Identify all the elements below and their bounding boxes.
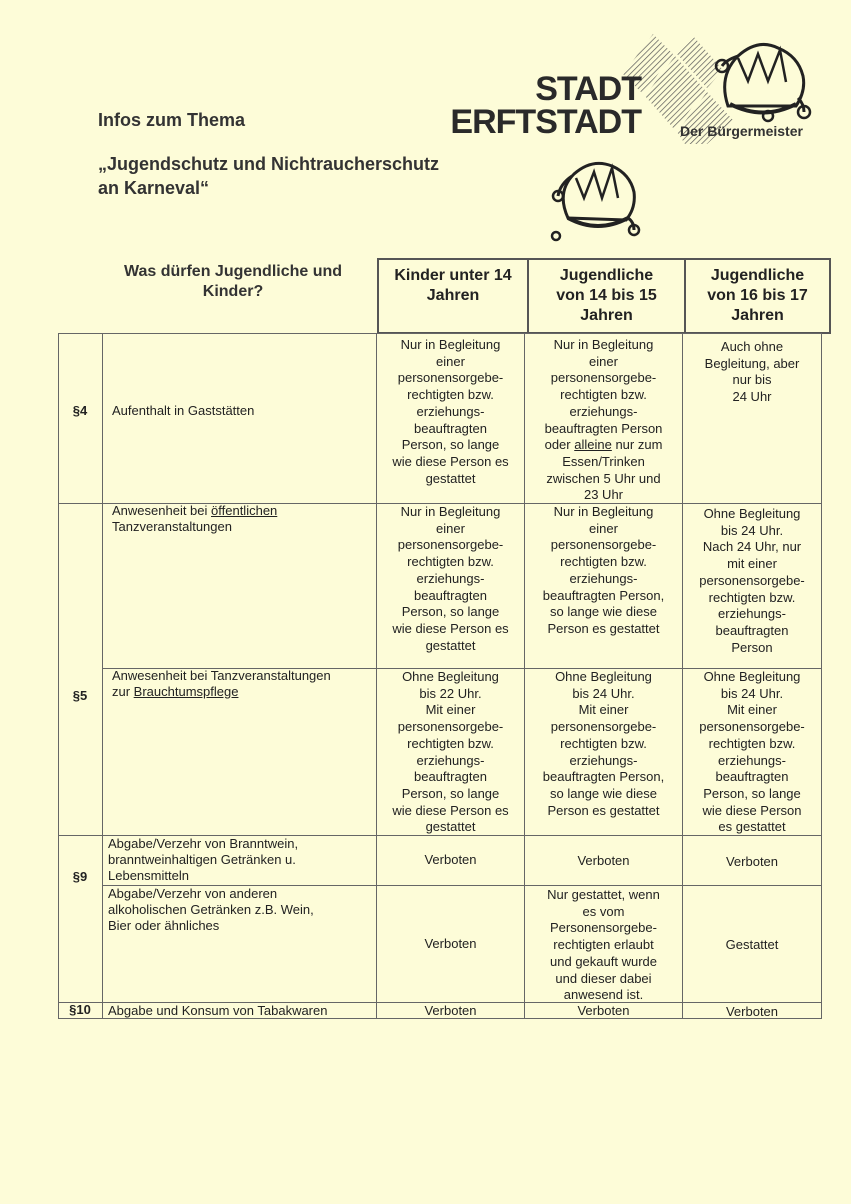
paragraph-10: §10: [69, 1002, 91, 1017]
rules-table: [58, 333, 822, 1019]
cell-r2-c1: Nur in Begleitung einer personensorgebe- rechtigten bzw. erziehungs- beauftragten Person, so lange wie diese Person es gestattet: [392, 504, 509, 653]
cell-r1-c1: Nur in Begleitung einer personensorgebe- rechtigten bzw. erziehungs- beauftragten Person, so lange wie diese Person es gestattet: [392, 337, 509, 486]
question-label: Was dürfen Jugendliche und Kinder?: [123, 263, 343, 300]
cell-r6-c3: Verboten: [725, 1004, 779, 1019]
cell-r4-c2: Verboten: [577, 853, 630, 868]
topic-title: „Jugendschutz und Nichtraucherschutz an Karneval“: [98, 154, 440, 198]
jester-cap-icon: [708, 36, 813, 126]
cell-r3-c1: Ohne Begleitung bis 22 Uhr. Mit einer personensorgebe- rechtigten bzw. erziehungs- beauftragten Person, so lange wie diese Person es gestattet: [392, 669, 509, 835]
cell-r5-c1: Verboten: [424, 936, 477, 951]
cell-r2-c3: Ohne Begleitung bis 24 Uhr. Nach 24 Uhr, nur mit einer personensorgebe- rechtigten bzw. erziehungs- beauftragten Person: [699, 506, 805, 655]
info-label: Infos zum Thema: [98, 110, 246, 130]
row-desc-branntwein: Abgabe/Verzehr von Branntwein, branntweinhaltigen Getränken u. Lebensmitteln: [108, 836, 299, 883]
office-label: Der Bürgermeister: [680, 123, 803, 139]
cell-r1-c2: Nur in Begleitung einer personensorgebe- rechtigten bzw. erziehungs- beauftragten Person oder alleine nur zum Essen/Trinken zwischen 5 Uhr und 23 Uhr: [544, 337, 663, 503]
cell-r6-c2: Verboten: [577, 1003, 630, 1018]
column-header-16-17: Jugendliche von 16 bis 17 Jahren: [684, 260, 829, 332]
column-header-under-14: Kinder unter 14 Jahren: [394, 267, 512, 304]
column-header-14-15: Jugendliche von 14 bis 15 Jahren: [527, 260, 684, 332]
cell-r2-c2: Nur in Begleitung einer personensorgebe- rechtigten bzw. erziehungs- beauftragten Person, so lange wie diese Person es gestattet: [542, 504, 665, 636]
logo-line-1: STADT: [535, 70, 641, 108]
cell-r3-c3: Ohne Begleitung bis 24 Uhr. Mit einer personensorgebe- rechtigten bzw. erziehungs- beauftragten Person, so lange wie diese Person es gestattet: [699, 669, 805, 835]
logo-line-2: ERFTSTADT: [450, 103, 641, 141]
cell-r4-c3: Verboten: [725, 854, 779, 869]
cell-r5-c3: Gestattet: [725, 937, 779, 952]
cell-r5-c2: Nur gestattet, wenn es vom Personensorgebe- rechtigten erlaubt und gekauft wurde und dieser dabei anwesend ist.: [547, 887, 660, 1003]
row-desc-brauchtum: Anwesenheit bei Tanzveranstaltungen zur Brauchtumspflege: [112, 668, 331, 699]
cell-r4-c1: Verboten: [424, 852, 477, 867]
paragraph-5: §5: [72, 688, 88, 703]
row-desc-oeffentliche-tanz: Anwesenheit bei öffentlichen Tanzveranstaltungen: [112, 503, 278, 534]
paragraph-9: §9: [72, 869, 88, 884]
cell-r6-c1: Verboten: [424, 1003, 477, 1018]
row-desc-gaststaetten: Aufenthalt in Gaststätten: [112, 403, 255, 418]
cell-r3-c2: Ohne Begleitung bis 24 Uhr. Mit einer personensorgebe- rechtigten bzw. erziehungs- beauftragten Person, so lange wie diese Person es gestattet: [542, 669, 665, 818]
row-desc-tabak: Abgabe und Konsum von Tabakwaren: [108, 1003, 328, 1018]
column-header-row: [377, 258, 831, 334]
row-desc-andere-alkohol: Abgabe/Verzehr von anderen alkoholischen Getränken z.B. Wein, Bier oder ähnliches: [108, 886, 314, 933]
paragraph-4: §4: [72, 403, 88, 418]
jester-cap-icon: [548, 156, 643, 244]
cell-r1-c3: Auch ohne Begleitung, aber nur bis 24 Uhr: [704, 339, 800, 405]
